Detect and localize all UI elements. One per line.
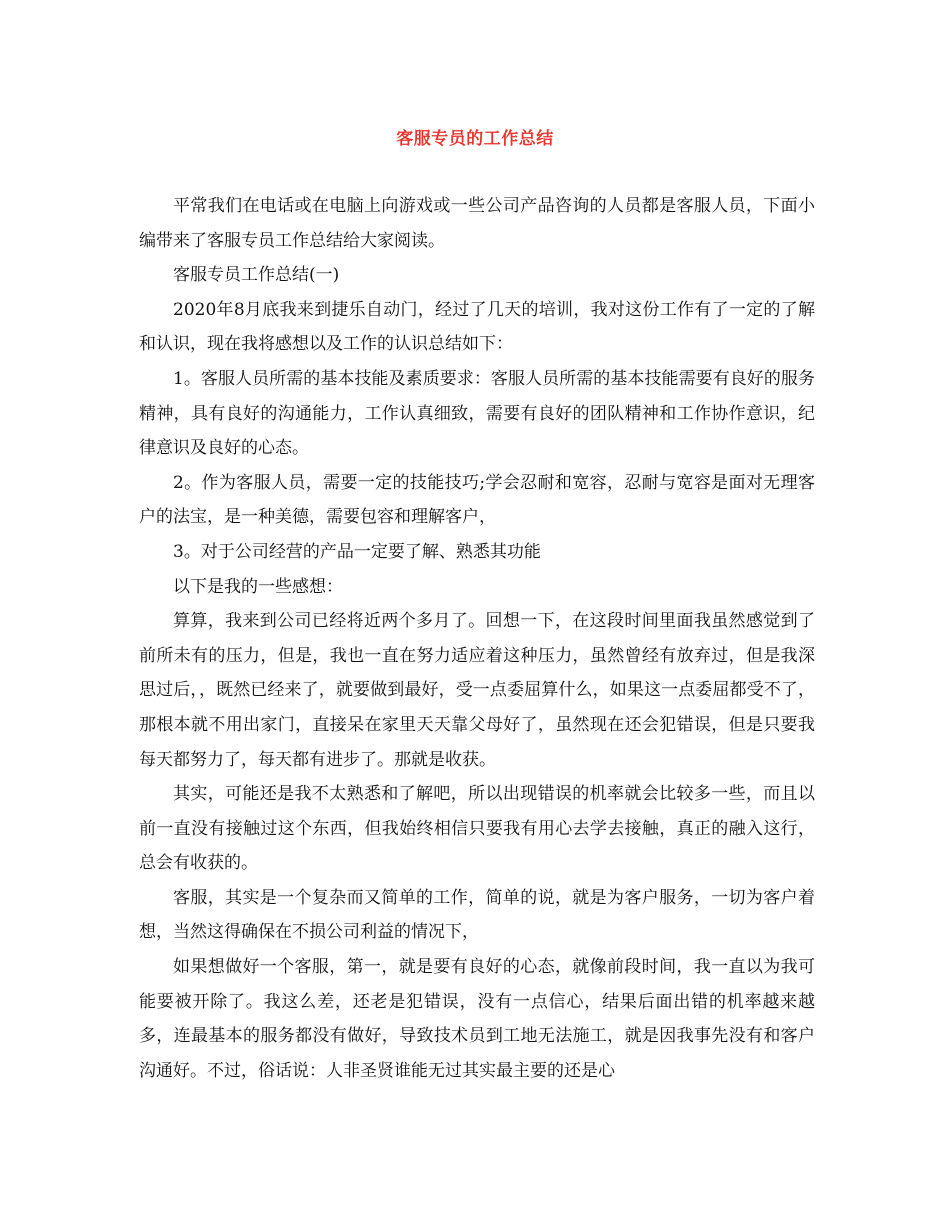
document-title: 客服专员的工作总结 bbox=[396, 129, 554, 149]
list-item: 2。作为客服人员，需要一定的技能技巧;学会忍耐和宽容，忍耐与宽容是面对无理客户的法宝，是一种美德，需要包容和理解客户， bbox=[139, 472, 815, 528]
paragraph: 客服，其实是一个复杂而又简单的工作，简单的说，就是为客户服务，一切为客户着想，当然这得确保在不损公司利益的情况下， bbox=[139, 887, 815, 943]
paragraph: 其实，可能还是我不太熟悉和了解吧，所以出现错误的机率就会比较多一些，而且以前一直没有接触过这个东西，但我始终相信只要我有用心去学去接触，真正的融入这行，总会有收获的。 bbox=[139, 784, 815, 874]
document-body bbox=[139, 189, 815, 1088]
paragraph: 算算，我来到公司已经将近两个多月了。回想一下，在这段时间里面我虽然感觉到了前所未有的压力，但是，我也一直在努力适应着这种压力，虽然曾经有放弃过，但是我深思过后，，既然已经来了，就要做到最好，受一点委屈算什么，如果这一点委屈都受不了，那根本就不用出家门，直接呆在家里天天靠父母好了，虽然现在还会犯错误，但是只要我每天都努力了，每天都有进步了。那就是收获。 bbox=[139, 611, 815, 770]
paragraph: 2020年8月底我来到捷乐自动门，经过了几天的培训，我对这份工作有了一定的了解和认识，现在我将感想以及工作的认识总结如下： bbox=[139, 299, 815, 355]
list-item: 1。客服人员所需的基本技能及素质要求：客服人员所需的基本技能需要有良好的服务精神，具有良好的沟通能力，工作认真细致，需要有良好的团队精神和工作协作意识，纪律意识及良好的心态。 bbox=[139, 368, 815, 459]
paragraph-intro: 平常我们在电话或在电脑上向游戏或一些公司产品咨询的人员都是客服人员，下面小编带来了客服专员工作总结给大家阅读。 bbox=[139, 196, 815, 251]
section-heading: 客服专员工作总结(一) bbox=[173, 265, 340, 286]
list-item: 3。对于公司经营的产品一定要了解、熟悉其功能 bbox=[173, 541, 541, 562]
paragraph: 如果想做好一个客服，第一，就是要有良好的心态，就像前段时间，我一直以为我可能要被开除了。我这么差，还老是犯错误，没有一点信心，结果后面出错的机率越来越多，连最基本的服务都没有做好，导致技术员到工地无法施工，就是因我事先没有和客户沟通好。不过，俗话说：人非圣贤谁能无过其实最主要的还是心 bbox=[139, 957, 815, 1081]
paragraph: 以下是我的一些感想： bbox=[173, 576, 343, 597]
